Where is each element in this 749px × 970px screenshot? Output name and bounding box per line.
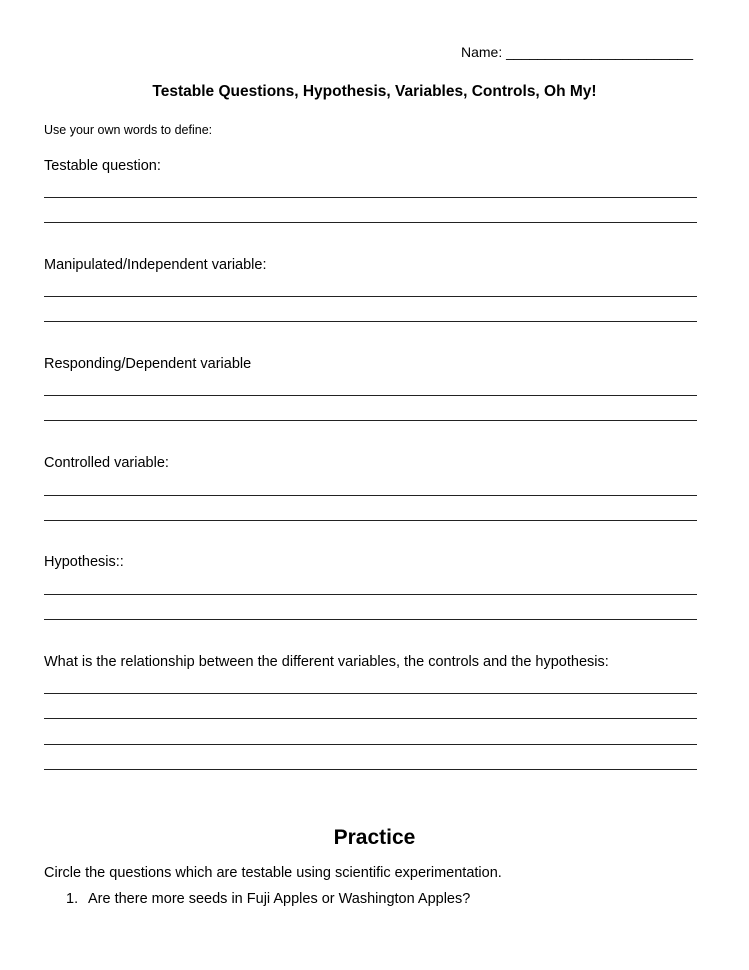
practice-instruction: Circle the questions which are testable using scientific experimentation.	[44, 865, 502, 881]
answer-line[interactable]	[44, 321, 697, 322]
question-number: 1.	[66, 891, 79, 907]
answer-line[interactable]	[44, 718, 697, 719]
answer-line[interactable]	[44, 520, 697, 521]
answer-line[interactable]	[44, 395, 697, 396]
answer-line[interactable]	[44, 420, 697, 421]
hypothesis-label: Hypothesis::	[44, 554, 124, 570]
name-field[interactable]: Name: ________________________	[461, 44, 693, 60]
worksheet-title: Testable Questions, Hypothesis, Variables, Controls, Oh My!	[152, 83, 597, 100]
independent-variable-label: Manipulated/Independent variable:	[44, 257, 267, 273]
practice-question[interactable]: Are there more seeds in Fuji Apples or Washington Apples?	[88, 891, 471, 907]
answer-line[interactable]	[44, 693, 697, 694]
practice-heading: Practice	[333, 826, 416, 849]
answer-line[interactable]	[44, 594, 697, 595]
controlled-variable-label: Controlled variable:	[44, 455, 169, 471]
answer-line[interactable]	[44, 495, 697, 496]
testable-question-label: Testable question:	[44, 158, 161, 174]
answer-line[interactable]	[44, 744, 697, 745]
define-instruction: Use your own words to define:	[44, 123, 213, 137]
answer-line[interactable]	[44, 222, 697, 223]
relationship-label: What is the relationship between the different variables, the controls and the hypothesis:	[44, 654, 609, 670]
answer-line[interactable]	[44, 769, 697, 770]
answer-line[interactable]	[44, 296, 697, 297]
answer-line[interactable]	[44, 619, 697, 620]
dependent-variable-label: Responding/Dependent variable	[44, 356, 252, 372]
answer-line[interactable]	[44, 197, 697, 198]
